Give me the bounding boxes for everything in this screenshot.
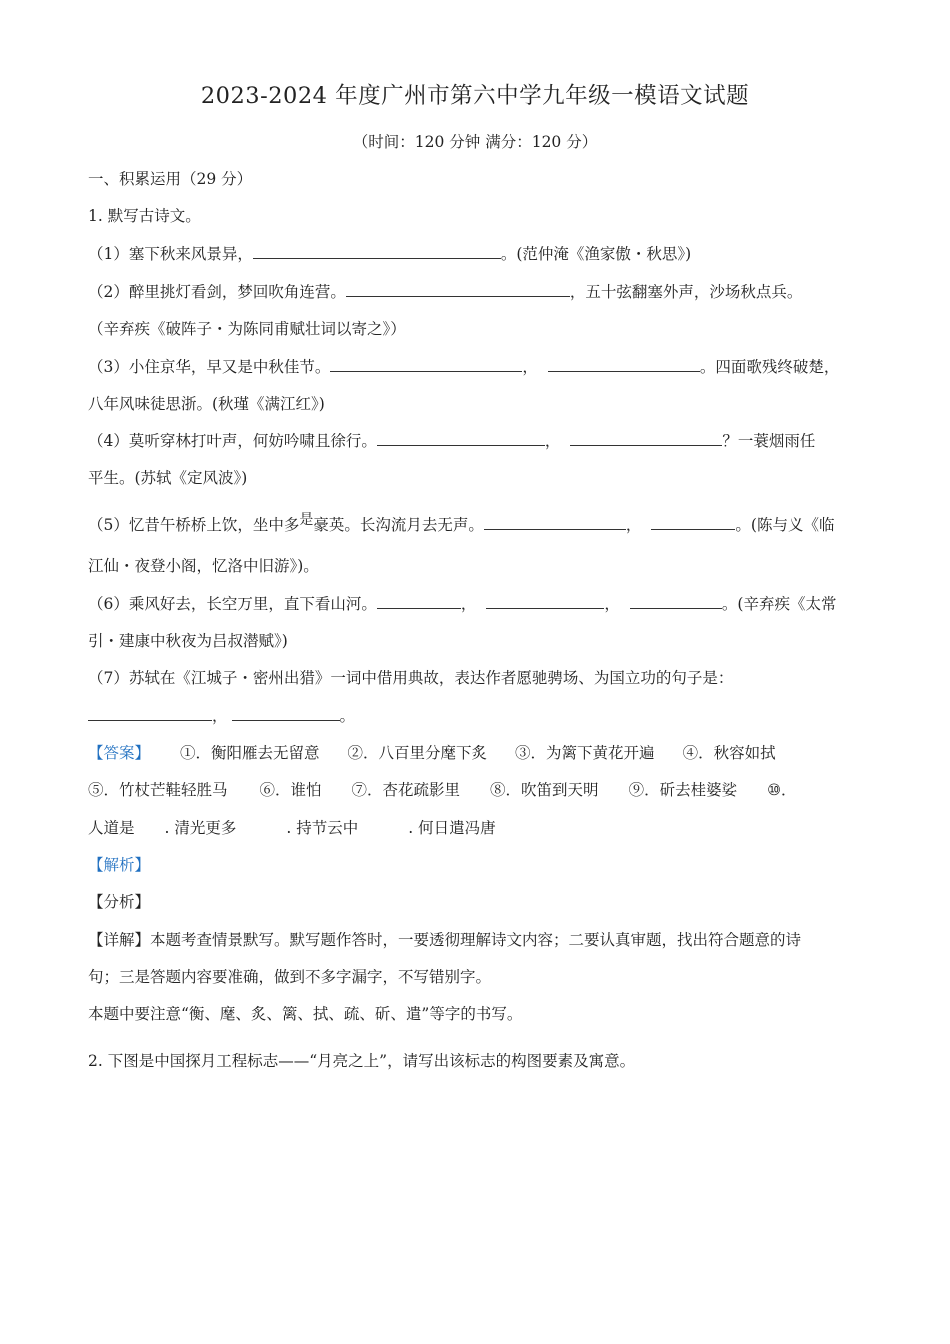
question-1-item-2: （2）醉里挑灯看剑，梦回吹角连营。 ，五十弦翻塞外声，沙场秋点兵。 — [88, 283, 803, 301]
fenxi-label: 【分析】 — [88, 893, 151, 911]
answer-blank — [548, 357, 700, 372]
question-1-item-4: （4）莫听穿林打叶声，何妨吟啸且徐行。 ， ？一蓑烟雨任 — [88, 432, 816, 450]
question-1-item-6: （6）乘风好去，长空万里，直下看山河。 ， ， 。(辛弃疾《太常 — [88, 595, 837, 613]
question-1-item-2-source: （辛弃疾《破阵子・为陈同甫赋壮词以寄之》） — [88, 320, 406, 338]
question-1-item-4-source: 平生。(苏轼《定风波》) — [88, 469, 248, 487]
question-2-stem: 2. 下图是中国探月工程标志——“月亮之上”，请写出该标志的构图要素及寓意。 — [88, 1052, 636, 1070]
answer-blank — [253, 244, 501, 259]
question-1-item-5: （5）忆昔午桥桥上饮，坐中多是豪英。长沟流月去无声。 ， 。(陈与义《临 — [88, 512, 835, 534]
answer-blank — [346, 282, 570, 297]
answer-blank — [486, 594, 604, 609]
page-title: 2023-2024 年度广州市第六中学九年级一模语文试题 — [200, 83, 750, 109]
analysis-label: 【解析】 — [88, 856, 151, 874]
answer-blank — [232, 706, 340, 721]
section-heading: 一、积累运用（29 分） — [88, 170, 253, 188]
answer-label: 【答案】 — [88, 744, 151, 762]
question-1-item-7: （7）苏轼在《江城子・密州出猎》一词中借用典故，表达作者愿驰骋场、为国立功的句子是： — [88, 669, 734, 687]
question-1-item-3: （3）小住京华，早又是中秋佳节。 ， 。四面歌残终破楚， — [88, 358, 840, 376]
detail-line-3: 本题中要注意“衡、麾、炙、篱、拭、疏、斫、遣”等字的书写。 — [88, 1005, 523, 1023]
answer-blank — [570, 431, 722, 446]
answer-blank — [484, 515, 626, 530]
answer-blank — [377, 594, 461, 609]
answer-blank — [330, 357, 522, 372]
answer-blank — [651, 515, 735, 530]
question-1-item-6-source: 引・建康中秋夜为吕叔潜赋》) — [88, 632, 288, 650]
answer-blank — [377, 431, 545, 446]
question-1-item-1: （1）塞下秋来风景异， 。(范仲淹《渔家傲・秋思》) — [88, 245, 692, 263]
detail-line-2: 句；三是答题内容要准确，做到不多字漏字，不写错别字。 — [88, 968, 492, 986]
question-1-item-3-source: 八年风味徒思浙。(秋瑾《满江红》) — [88, 395, 325, 413]
answer-blank — [630, 594, 722, 609]
detail-line-1: 【详解】本题考查情景默写。默写题作答时，一要透彻理解诗文内容；二要认真审题，找出符合题意的诗 — [88, 931, 802, 949]
exam-info: （时间：120 分钟 满分：120 分） — [352, 133, 598, 151]
answer-line-1: 【答案】 ①．衡阳雁去无留意 ②．八百里分麾下炙 ③．为篱下黄花开遍 ④．秋容如拭 — [88, 744, 776, 762]
answer-line-2: ⑤．竹杖芒鞋轻胜马 ⑥．谁怕 ⑦．杏花疏影里 ⑧．吹笛到天明 ⑨．斫去桂婆娑 ⑩． — [88, 781, 797, 799]
question-1-item-7-blanks: ， 。 — [88, 706, 890, 726]
answer-blank — [88, 706, 212, 721]
answer-line-3: 人道是 . 清光更多 . 持节云中 . 何日遣冯唐 — [88, 819, 496, 837]
question-1-item-5-source: 江仙・夜登小阁，忆洛中旧游》)。 — [88, 557, 319, 575]
question-1-stem: 1. 默写古诗文。 — [88, 207, 201, 225]
